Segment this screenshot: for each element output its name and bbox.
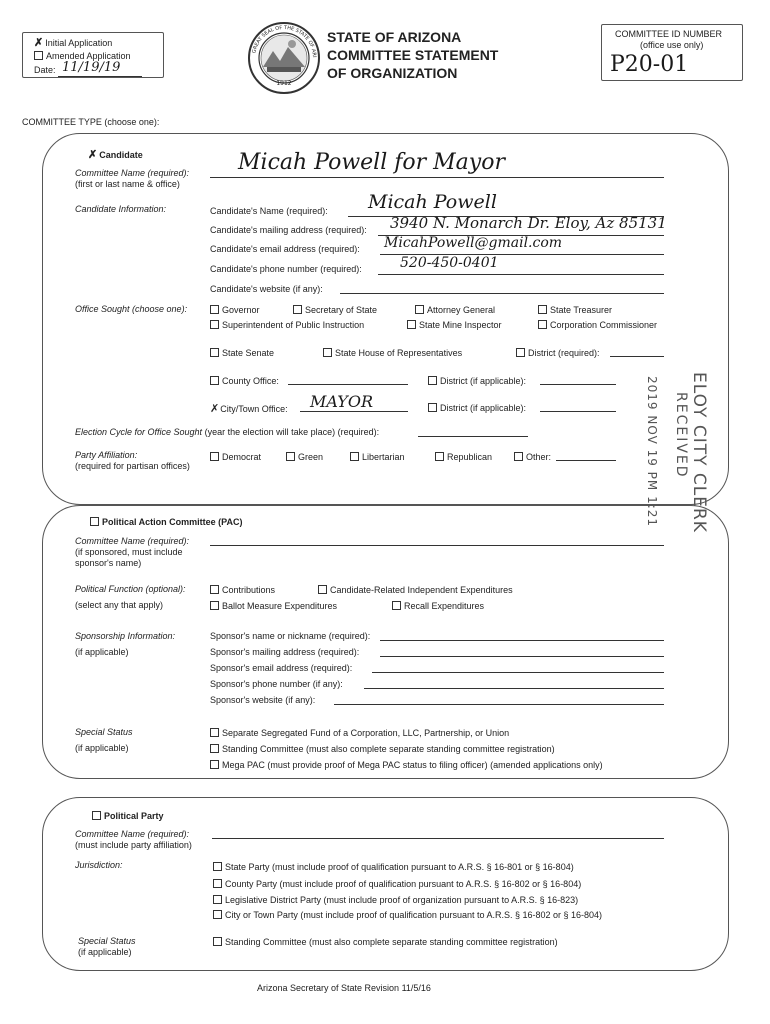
option-mine-inspector[interactable]: State Mine Inspector	[407, 320, 502, 330]
option-county-district[interactable]: District (if applicable):	[428, 376, 526, 386]
option-other[interactable]: Other:	[514, 452, 551, 462]
committee-name-value[interactable]: Micah Powell for Mayor	[238, 150, 505, 175]
footer-revision: Arizona Secretary of State Revision 11/5/16	[257, 983, 431, 993]
sponsor-address-label: Sponsor's mailing address (required):	[210, 647, 360, 657]
party-committee-name-line[interactable]	[212, 838, 664, 839]
option-republican[interactable]: Republican	[435, 452, 492, 462]
sponsor-email-line[interactable]	[372, 672, 664, 673]
party-special-status-sub: (if applicable)	[78, 947, 132, 957]
candidate-option[interactable]: ✗ Candidate	[88, 148, 143, 161]
committee-type-label: COMMITTEE TYPE (choose one):	[22, 117, 160, 127]
option-pac-standing-committee[interactable]: Standing Committee (must also complete separate standing committee registration)	[210, 744, 555, 754]
checkbox[interactable]	[516, 348, 525, 357]
checkbox[interactable]	[213, 895, 222, 904]
checkbox[interactable]	[213, 937, 222, 946]
initial-application-option[interactable]: ✗ Initial Application	[34, 36, 113, 49]
county-district-line	[540, 384, 616, 385]
checked-x-mark: ✗	[88, 148, 98, 161]
committee-id-label: COMMITTEE ID NUMBER	[615, 29, 722, 39]
svg-text:1912: 1912	[276, 80, 292, 87]
checkbox[interactable]	[323, 348, 332, 357]
checkbox[interactable]	[293, 305, 302, 314]
sponsor-email-label: Sponsor's email address (required):	[210, 663, 353, 673]
checkbox[interactable]	[350, 452, 359, 461]
checkbox[interactable]	[210, 585, 219, 594]
pac-committee-name-label: Committee Name (required):	[75, 536, 190, 546]
party-committee-name-label: Committee Name (required):	[75, 829, 190, 839]
office-sought-label: Office Sought (choose one):	[75, 304, 188, 314]
received-stamp-clerk: ELOY CITY CLERK	[689, 372, 709, 533]
option-district-required[interactable]: District (required):	[516, 348, 600, 358]
other-party-line	[556, 460, 616, 461]
committee-name-line	[210, 177, 664, 178]
option-democrat[interactable]: Democrat	[210, 452, 261, 462]
pac-committee-name-sub1: (if sponsored, must include	[75, 547, 183, 557]
checkbox[interactable]	[210, 760, 219, 769]
party-affiliation-label: Party Affiliation:	[75, 450, 138, 460]
checkbox[interactable]	[318, 585, 327, 594]
district-required-line	[610, 356, 664, 357]
option-state-party[interactable]: State Party (must include proof of qualification pursuant to A.R.S. § 16-801 or § 16-804)	[213, 862, 574, 872]
pac-special-status-label: Special Status	[75, 727, 133, 737]
option-corporation-commissioner[interactable]: Corporation Commissioner	[538, 320, 657, 330]
checkbox[interactable]	[210, 376, 219, 385]
website-label: Candidate's website (if any):	[210, 284, 323, 294]
sponsor-website-line[interactable]	[334, 704, 664, 705]
jurisdiction-label: Jurisdiction:	[75, 860, 123, 870]
political-function-label: Political Function (optional):	[75, 584, 186, 594]
checkbox[interactable]	[210, 744, 219, 753]
option-state-senate[interactable]: State Senate	[210, 348, 274, 358]
sponsor-phone-label: Sponsor's phone number (if any):	[210, 679, 343, 689]
checkbox[interactable]	[538, 305, 547, 314]
option-libertarian[interactable]: Libertarian	[350, 452, 405, 462]
option-county-office[interactable]: County Office:	[210, 376, 279, 386]
party-committee-name-sub: (must include party affiliation)	[75, 840, 192, 850]
party-option[interactable]: Political Party	[92, 811, 164, 821]
received-stamp-label: RECEIVED	[673, 392, 689, 479]
checkbox[interactable]	[415, 305, 424, 314]
checkbox[interactable]	[428, 376, 437, 385]
checkbox[interactable]	[435, 452, 444, 461]
checkbox[interactable]	[514, 452, 523, 461]
option-ballot-measure[interactable]: Ballot Measure Expenditures	[210, 601, 337, 611]
sponsor-name-label: Sponsor's name or nickname (required):	[210, 631, 371, 641]
email-value[interactable]: MicahPowell@gmail.com	[384, 235, 563, 251]
date-value: 11/19/19	[62, 60, 121, 75]
mailing-address-label: Candidate's mailing address (required):	[210, 225, 367, 235]
checkbox[interactable]	[392, 601, 401, 610]
checkbox[interactable]	[210, 348, 219, 357]
sponsorship-sub: (if applicable)	[75, 647, 129, 657]
committee-id-value: P20-01	[610, 52, 689, 77]
committee-name-sub: (first or last name & office)	[75, 179, 180, 189]
option-state-house[interactable]: State House of Representatives	[323, 348, 462, 358]
option-green[interactable]: Green	[286, 452, 323, 462]
checkbox[interactable]	[213, 879, 222, 888]
sponsor-website-label: Sponsor's website (if any):	[210, 695, 316, 705]
option-party-standing-committee[interactable]: Standing Committee (must also complete separate standing committee registration)	[213, 937, 558, 947]
amended-application-option[interactable]: Amended Application	[34, 51, 131, 61]
option-state-treasurer[interactable]: State Treasurer	[538, 305, 612, 315]
sponsor-address-line[interactable]	[380, 656, 664, 657]
pac-committee-name-line[interactable]	[210, 545, 664, 546]
title-line2: COMMITTEE STATEMENT	[327, 47, 499, 63]
party-affiliation-sub: (required for partisan offices)	[75, 461, 190, 471]
checkbox[interactable]	[210, 320, 219, 329]
city-office-value[interactable]: MAYOR	[310, 392, 374, 411]
candidate-name-value[interactable]: Micah Powell	[368, 191, 497, 213]
committee-name-label: Committee Name (required):	[75, 168, 190, 178]
candidate-name-label: Candidate's Name (required):	[210, 206, 328, 216]
checkbox[interactable]	[407, 320, 416, 329]
mailing-address-value[interactable]: 3940 N. Monarch Dr. Eloy, Az 85131	[390, 214, 667, 232]
sponsor-name-line[interactable]	[380, 640, 664, 641]
checkbox[interactable]	[34, 51, 43, 60]
sponsorship-label: Sponsorship Information:	[75, 631, 176, 641]
date-label: Date:	[34, 65, 56, 75]
checkbox[interactable]	[90, 517, 99, 526]
option-superintendent[interactable]: Superintendent of Public Instruction	[210, 320, 364, 330]
checkbox[interactable]	[213, 862, 222, 871]
phone-line	[378, 274, 664, 275]
checked-x-mark: ✗	[210, 402, 220, 415]
checked-x-mark: ✗	[34, 36, 44, 49]
pac-special-status-sub: (if applicable)	[75, 743, 129, 753]
date-line	[58, 76, 142, 77]
checkbox[interactable]	[428, 403, 437, 412]
phone-label: Candidate's phone number (required):	[210, 264, 362, 274]
title-line1: STATE OF ARIZONA	[327, 29, 462, 45]
email-label: Candidate's email address (required):	[210, 244, 360, 254]
option-recall[interactable]: Recall Expenditures	[392, 601, 484, 611]
checkbox[interactable]	[286, 452, 295, 461]
option-segregated-fund[interactable]: Separate Segregated Fund of a Corporation, LLC, Partnership, or Union	[210, 728, 509, 738]
option-county-party[interactable]: County Party (must include proof of qualification pursuant to A.R.S. § 16-802 or § 16-804)	[213, 879, 581, 889]
option-contributions[interactable]: Contributions	[210, 585, 275, 595]
party-special-status-label: Special Status	[78, 936, 136, 946]
checkbox[interactable]	[210, 452, 219, 461]
checkbox[interactable]	[213, 910, 222, 919]
option-secretary-of-state[interactable]: Secretary of State	[293, 305, 377, 315]
option-governor[interactable]: Governor	[210, 305, 260, 315]
election-cycle-label: Election Cycle for Office Sought (year the election will take place) (required):	[75, 427, 380, 437]
option-candidate-related[interactable]: Candidate-Related Independent Expenditures	[318, 585, 513, 595]
pac-option[interactable]: Political Action Committee (PAC)	[90, 517, 243, 527]
website-line	[340, 293, 664, 294]
checkbox[interactable]	[210, 305, 219, 314]
option-city-party[interactable]: City or Town Party (must include proof of qualification pursuant to A.R.S. § 16-802 or § 16-804)	[213, 910, 602, 920]
office-use-label: (office use only)	[640, 40, 704, 50]
pac-committee-name-sub2: sponsor's name)	[75, 558, 142, 568]
checkbox[interactable]	[538, 320, 547, 329]
checkbox[interactable]	[210, 728, 219, 737]
candidate-info-label: Candidate Information:	[75, 204, 167, 214]
county-office-line	[288, 384, 408, 385]
received-stamp-date: 2019 NOV 19 PM 1:21	[645, 376, 659, 528]
option-attorney-general[interactable]: Attorney General	[415, 305, 495, 315]
svg-text:GREAT SEAL OF THE STATE OF ARI: GREAT SEAL OF THE STATE OF ARI	[251, 24, 318, 58]
checkbox[interactable]	[92, 811, 101, 820]
arizona-seal-icon	[247, 21, 321, 95]
phone-value[interactable]: 520-450-0401	[400, 255, 499, 271]
option-city-town-office[interactable]: ✗City/Town Office:	[210, 402, 288, 415]
sponsor-phone-line[interactable]	[364, 688, 664, 689]
city-district-line	[540, 411, 616, 412]
option-city-district[interactable]: District (if applicable):	[428, 403, 526, 413]
title-line3: OF ORGANIZATION	[327, 65, 458, 81]
checkbox[interactable]	[210, 601, 219, 610]
option-mega-pac[interactable]: Mega PAC (must provide proof of Mega PAC status to filing officer) (amended applications only)	[210, 760, 603, 770]
election-cycle-line	[418, 436, 528, 437]
political-function-sub: (select any that apply)	[75, 600, 164, 610]
city-office-line	[300, 411, 408, 412]
option-legislative-party[interactable]: Legislative District Party (must include proof of organization pursuant to A.R.S. § 16-823)	[213, 895, 578, 905]
